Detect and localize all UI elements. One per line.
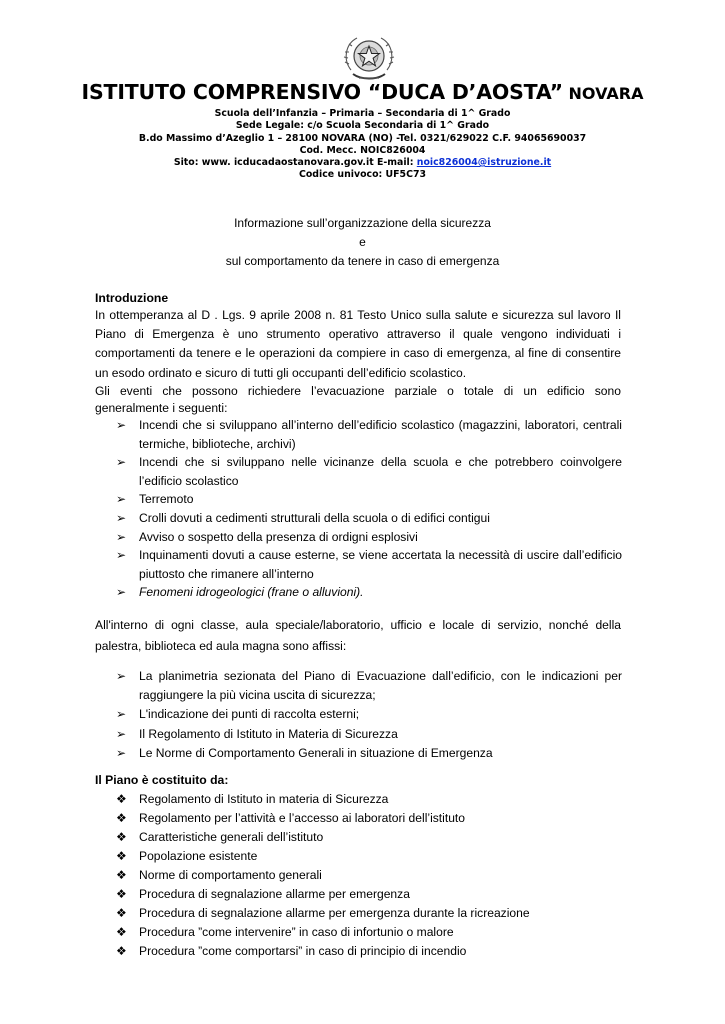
diamond-bullet-icon: ❖ [116,906,127,920]
diamond-bullet-icon: ❖ [116,849,127,863]
plan-contents-list [116,790,622,961]
diamond-bullet-icon: ❖ [116,868,127,882]
affixed-paragraph: All'interno di ogni classe, aula speciale/laboratorio, ufficio e locale di servizio, nonché della palestra, biblioteca ed aula magna sono affissi: [95,618,621,653]
header-line-school-levels: Scuola dell’Infanzia – Primaria – Secondaria di 1^ Grado [214,108,511,119]
diamond-bullet-icon: ❖ [116,792,127,806]
list-item: ❖ Procedura di segnalazione allarme per emergenza [116,885,622,904]
arrow-bullet-icon: ➢ [116,669,127,683]
list-item: ❖ Procedura ”come intervenire” in caso di infortunio o malore [116,923,622,942]
paragraph-line: generalmente i seguenti: [95,400,228,415]
paragraph-line: Piano di Emergenza è uno strumento operativo attraverso il quale vengono individuati i [95,327,621,342]
diamond-bullet-icon: ❖ [116,925,127,939]
list-item: ❖ Procedura ”come comportarsi” in caso di principio di incendio [116,942,622,961]
school-title [0,80,725,104]
list-item: ❖ Norme di comportamento generali [116,866,622,885]
paragraph-line: In ottemperanza al D . Lgs. 9 aprile 2008 n. 81 Testo Unico sulla salute e sicurezza sul lavoro Il [95,308,621,322]
info-line-behaviour: sul comportamento da tenere in caso di emergenza [225,254,500,268]
list-item: ➢ Inquinamenti dovuti a cause esterne, se viene accertata la necessità di uscire dall’edificio piuttosto che rimanere all’interno [116,548,622,581]
diamond-bullet-icon: ❖ [116,811,127,825]
arrow-bullet-icon: ➢ [116,455,127,470]
arrow-bullet-icon: ➢ [116,585,127,600]
paragraph-line: comportamenti da tenere e le operazioni da compiere in caso di emergenza, al fine di consentire [95,346,621,361]
header-line-mecc-code: Cod. Mecc. NOIC826004 [299,145,426,156]
arrow-bullet-icon: ➢ [116,745,127,760]
arrow-bullet-icon: ➢ [116,510,127,525]
paragraph-line: un esodo ordinato e sicuro di tutti gli occupanti dell’edificio scolastico. [95,365,467,380]
emergency-events-list [116,416,622,602]
arrow-bullet-icon: ➢ [116,418,127,432]
list-item: ➢ Crolli dovuti a cedimenti strutturali della scuola o di edifici contigui [116,509,622,528]
list-item: ➢ Avviso o sospetto della presenza di ordigni esplosivi [116,528,622,547]
list-item: ❖ Caratteristiche generali dell’istituto [116,828,622,847]
arrow-bullet-icon: ➢ [116,492,127,507]
list-item: ➢ Le Norme di Comportamento Generali in situazione di Emergenza [116,744,622,763]
diamond-bullet-icon: ❖ [116,944,127,958]
intro-heading: Introduzione [95,291,169,305]
diamond-bullet-icon: ❖ [116,887,127,901]
website-label: Sito: www. icducadaostanovara.gov.it E-mail: [173,157,417,168]
diamond-bullet-icon: ❖ [116,830,127,844]
italian-republic-emblem-icon [339,30,399,86]
arrow-bullet-icon: ➢ [116,529,127,544]
list-item: ➢ La planimetria sezionata del Piano di Evacuazione dall’edificio, con le indicazioni per raggiungere la più vicina uscita di sicurezza; [116,669,622,703]
list-item: ➢ Il Regolamento di Istituto in Materia di Sicurezza [116,725,622,744]
list-item: ❖ Regolamento di Istituto in materia di Sicurezza [116,790,622,809]
affixed-documents-list [116,667,622,763]
list-item: ❖ Regolamento per l’attività e l’accesso ai laboratori dell’istituto [116,809,622,828]
info-line-organization: Informazione sull’organizzazione della sicurezza [234,216,491,230]
school-name: ISTITUTO COMPRENSIVO “DUCA D’AOSTA” [81,80,563,104]
info-line-and: e [359,235,366,249]
email-link[interactable]: noic826004@istruzione.it [416,157,552,168]
header-line-legal-seat: Sede Legale: c/o Scuola Secondaria di 1^ Grado [235,120,490,131]
events-intro-paragraph [95,383,621,416]
header-line-address: B.do Massimo d’Azeglio 1 – 28100 NOVARA (NO) -Tel. 0321/629022 C.F. 94065690037 [138,133,587,144]
intro-paragraph [95,306,621,383]
list-item: ➢ Incendi che si sviluppano nelle vicinanze della scuola e che potrebbero coinvolgere l’edificio scolastico [116,455,622,488]
list-item: ➢ Terremoto [116,490,622,509]
list-item: ➢ Fenomeni idrogeologici (frane o alluvioni). [116,583,622,602]
arrow-bullet-icon: ➢ [116,548,127,563]
arrow-bullet-icon: ➢ [116,707,127,722]
paragraph-line: Gli eventi che possono richiedere l’evacuazione parziale o totale di un edificio sono [95,384,621,398]
arrow-bullet-icon: ➢ [116,726,127,741]
plan-heading: Il Piano è costituito da: [95,773,229,787]
header-line-unique-code: Codice univoco: UF5C73 [298,169,427,180]
list-item: ➢ Incendi che si sviluppano all’interno dell’edificio scolastico (magazzini, laboratori, centrali termiche, biblioteche, archivi) [116,418,622,451]
list-item: ❖ Procedura di segnalazione allarme per emergenza durante la ricreazione [116,904,622,923]
list-item: ❖ Popolazione esistente [116,847,622,866]
list-item: ➢ L'indicazione dei punti di raccolta esterni; [116,705,622,724]
school-city: NOVARA [562,84,644,103]
header-line-contacts [0,157,725,169]
